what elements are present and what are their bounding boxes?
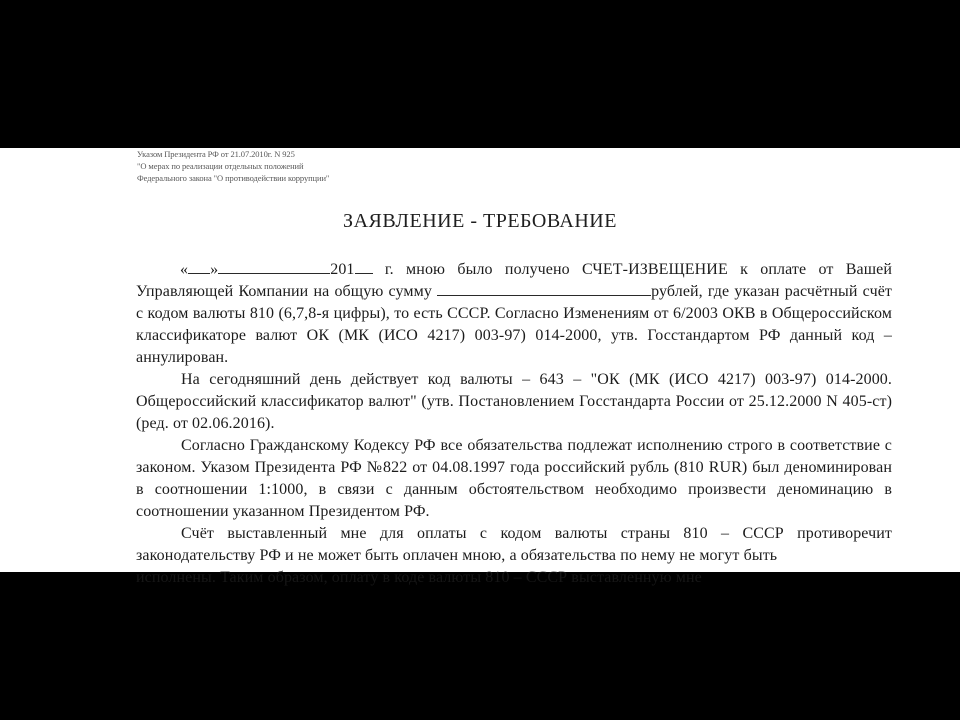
header-note-line: Указом Президента РФ от 21.07.2010г. N 925	[137, 149, 295, 159]
header-note-line: "О мерах по реализации отдельных положений	[137, 161, 304, 171]
year-prefix: 201	[330, 261, 355, 278]
document-title: ЗАЯВЛЕНИЕ - ТРЕБОВАНИЕ	[343, 210, 617, 232]
paragraph-1-text-b: рублей, где указан расчётный счёт с кодом валюты 810 (6,7,8-я цифры), то есть СССР. Согласно Изменениям от 6/2003 ОКВ в Общероссийском классификаторе валют ОК (МК (ИСО 4217) 003-97) 014-2000, утв. Госстандартом РФ данный код – аннулирован.	[136, 283, 893, 366]
year-blank	[355, 259, 373, 274]
paragraph-4-cut-line: исполнены. Таким образом, оплату в коде валюты 810 – СССР выставленную мне	[136, 569, 702, 586]
date-open-quote: «	[180, 261, 189, 278]
header-note	[137, 148, 557, 184]
paragraph-1-text-a: г. мною было получено СЧЕТ-ИЗВЕЩЕНИЕ к оплате от Вашей Управляющей Компании на общую сумму	[136, 261, 892, 300]
date-close-quote: »	[210, 261, 219, 278]
document-page	[0, 148, 960, 586]
paragraph-4: Счёт выставленный мне для оплаты с кодом валюты страны 810 – СССР противоречит законодательству РФ и не может быть оплачен мною, а обязательства по нему не могут быть	[136, 525, 892, 564]
paragraph-1	[136, 259, 892, 369]
document-body	[136, 259, 892, 589]
paragraph-3: Согласно Гражданскому Кодексу РФ все обязательства подлежат исполнению строго в соответствие с законом. Указом Президента РФ №822 от 04.08.1997 года российский рубль (810 RUR) был деноминирован в соотношении 1:1000, в связи с данным обстоятельством необходимо произвести деноминацию в соотношении указанном Президентом РФ.	[136, 437, 892, 520]
header-note-line: Федерального закона "О противодействии коррупции"	[137, 173, 330, 183]
month-blank	[218, 259, 330, 274]
paragraph-2: На сегодняшний день действует код валюты – 643 – "ОК (МК (ИСО 4217) 003-97) 014-2000. Общероссийский классификатор валют" (утв. Постановлением Госстандарта России от 25.12.2000 N 405-ст) (ред. от 02.06.2016).	[136, 371, 892, 432]
sum-blank	[437, 281, 651, 296]
day-blank	[188, 259, 210, 274]
